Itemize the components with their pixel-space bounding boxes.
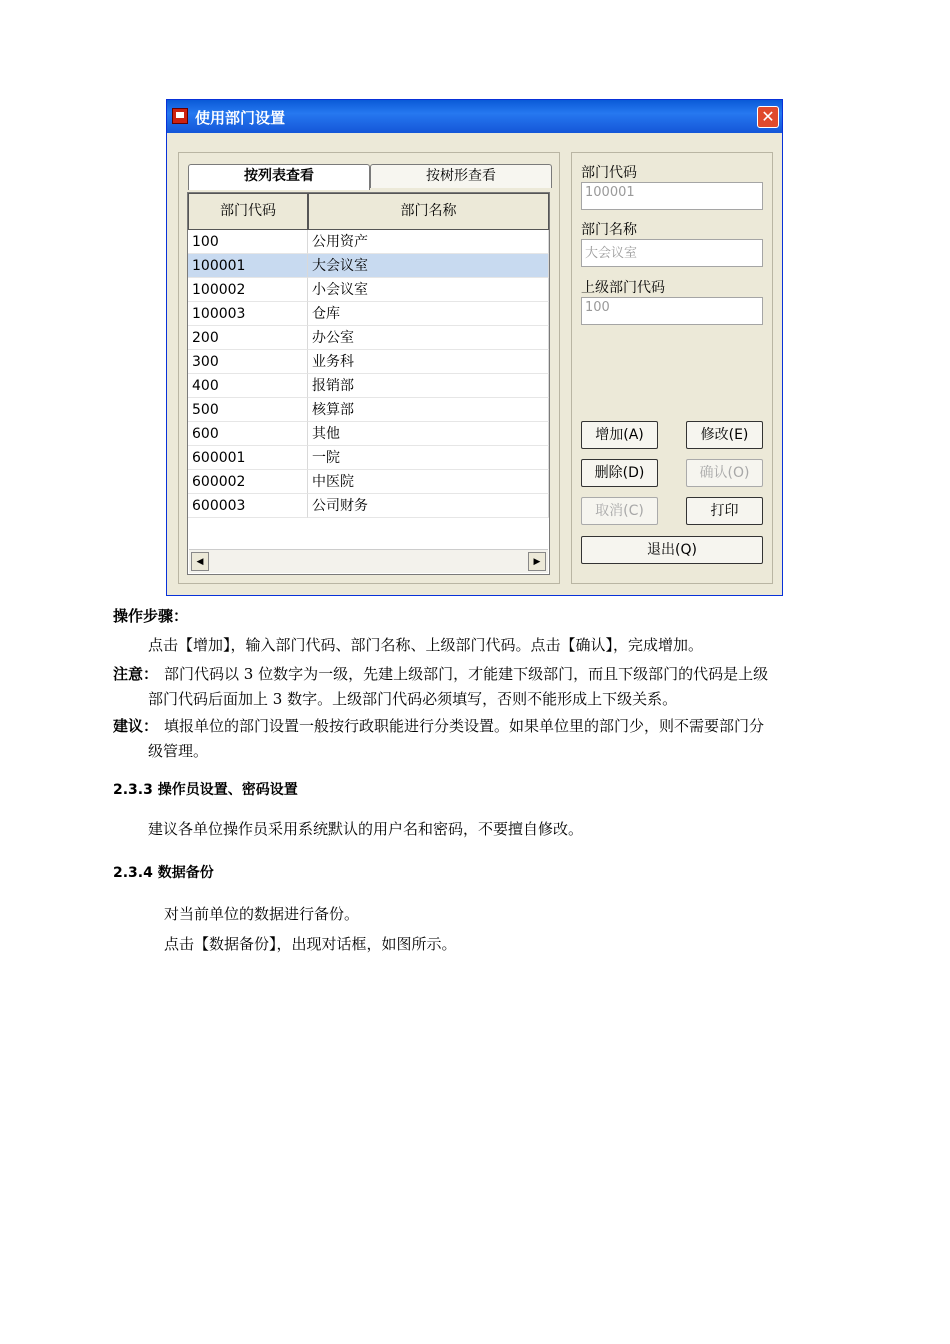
cell-dept-name: 业务科 [308, 350, 549, 374]
tab-tree-view[interactable]: 按树形查看 [370, 164, 552, 188]
cell-dept-code: 100001 [188, 254, 308, 278]
scroll-right-icon[interactable]: ▶ [528, 552, 546, 571]
scroll-left-icon[interactable]: ◀ [191, 552, 209, 571]
delete-button[interactable]: 删除(D) [581, 459, 658, 487]
section-2-3-4-line-1: 对当前单位的数据进行备份。 [164, 905, 360, 923]
table-row[interactable] [188, 254, 549, 278]
dept-settings-dialog [166, 99, 783, 596]
edit-button[interactable]: 修改(E) [686, 421, 763, 449]
dept-name-label: 部门名称 [581, 222, 637, 238]
cell-dept-code: 600 [188, 422, 308, 446]
cell-dept-name: 核算部 [308, 398, 549, 422]
tab-list-view[interactable]: 按列表查看 [188, 164, 370, 190]
confirm-button[interactable]: 确认(O) [686, 459, 763, 487]
dept-name-field[interactable]: 大会议室 [581, 239, 763, 267]
cell-dept-name: 公司财务 [308, 494, 549, 518]
table-row[interactable] [188, 446, 549, 470]
table-row[interactable] [188, 398, 549, 422]
cell-dept-code: 100 [188, 230, 308, 254]
cell-dept-code: 100002 [188, 278, 308, 302]
table-row[interactable] [188, 326, 549, 350]
title-bar[interactable] [167, 100, 782, 133]
table-row[interactable] [188, 230, 549, 254]
section-2-3-4-line-2: 点击【数据备份】，出现对话框，如图所示。 [164, 935, 457, 953]
app-icon [172, 108, 188, 124]
cell-dept-name: 小会议室 [308, 278, 549, 302]
table-row[interactable] [188, 350, 549, 374]
note-line-2: 部门代码后面加上 3 数字。上级部门代码必须填写，否则不能形成上下级关系。 [148, 690, 678, 708]
table-row[interactable] [188, 302, 549, 326]
cell-dept-code: 300 [188, 350, 308, 374]
cell-dept-name: 中医院 [308, 470, 549, 494]
parent-code-label: 上级部门代码 [581, 280, 665, 296]
dialog-title: 使用部门设置 [195, 109, 286, 127]
table-row[interactable] [188, 374, 549, 398]
cell-dept-name: 其他 [308, 422, 549, 446]
cell-dept-code: 400 [188, 374, 308, 398]
dept-code-label: 部门代码 [581, 165, 637, 181]
table-body [188, 230, 549, 520]
cell-dept-code: 600003 [188, 494, 308, 518]
cell-dept-name: 公用资产 [308, 230, 549, 254]
cell-dept-code: 100003 [188, 302, 308, 326]
cell-dept-name: 办公室 [308, 326, 549, 350]
cell-dept-name: 仓库 [308, 302, 549, 326]
section-2-3-4-title: 2.3.4 数据备份 [113, 865, 214, 881]
suggest-line-1: 填报单位的部门设置一般按行政职能进行分类设置。如果单位里的部门少，则不需要部门分 [164, 717, 765, 735]
cell-dept-name: 大会议室 [308, 254, 549, 278]
add-button[interactable]: 增加(A) [581, 421, 658, 449]
horizontal-scrollbar[interactable] [189, 549, 548, 573]
steps-text: 点击【增加】，输入部门代码、部门名称、上级部门代码。点击【确认】，完成增加。 [148, 636, 704, 654]
section-2-3-3-text: 建议各单位操作员采用系统默认的用户名和密码，不要擅自修改。 [148, 820, 584, 838]
cell-dept-name: 报销部 [308, 374, 549, 398]
cell-dept-code: 600001 [188, 446, 308, 470]
table-row[interactable] [188, 422, 549, 446]
cell-dept-code: 600002 [188, 470, 308, 494]
cancel-button[interactable]: 取消(C) [581, 497, 658, 525]
note-label: 注意： [113, 665, 159, 683]
cell-dept-name: 一院 [308, 446, 549, 470]
cell-dept-code: 200 [188, 326, 308, 350]
parent-code-field[interactable]: 100 [581, 297, 763, 325]
note-line-1: 部门代码以 3 位数字为一级，先建上级部门，才能建下级部门，而且下级部门的代码是上级 [164, 665, 769, 683]
table-row[interactable] [188, 470, 549, 494]
column-header-name[interactable]: 部门名称 [308, 193, 549, 230]
print-button[interactable]: 打印 [686, 497, 763, 525]
cell-dept-code: 500 [188, 398, 308, 422]
section-2-3-3-title: 2.3.3 操作员设置、密码设置 [113, 782, 298, 798]
suggest-label: 建议： [113, 717, 159, 735]
table-row[interactable] [188, 278, 549, 302]
dept-table [187, 192, 550, 575]
exit-button[interactable]: 退出(Q) [581, 536, 763, 564]
dept-code-field[interactable]: 100001 [581, 182, 763, 210]
steps-heading: 操作步骤： [113, 607, 189, 625]
close-icon[interactable]: ✕ [757, 106, 779, 128]
suggest-line-2: 级管理。 [148, 742, 209, 760]
table-row[interactable] [188, 494, 549, 518]
column-header-code[interactable]: 部门代码 [188, 193, 308, 230]
